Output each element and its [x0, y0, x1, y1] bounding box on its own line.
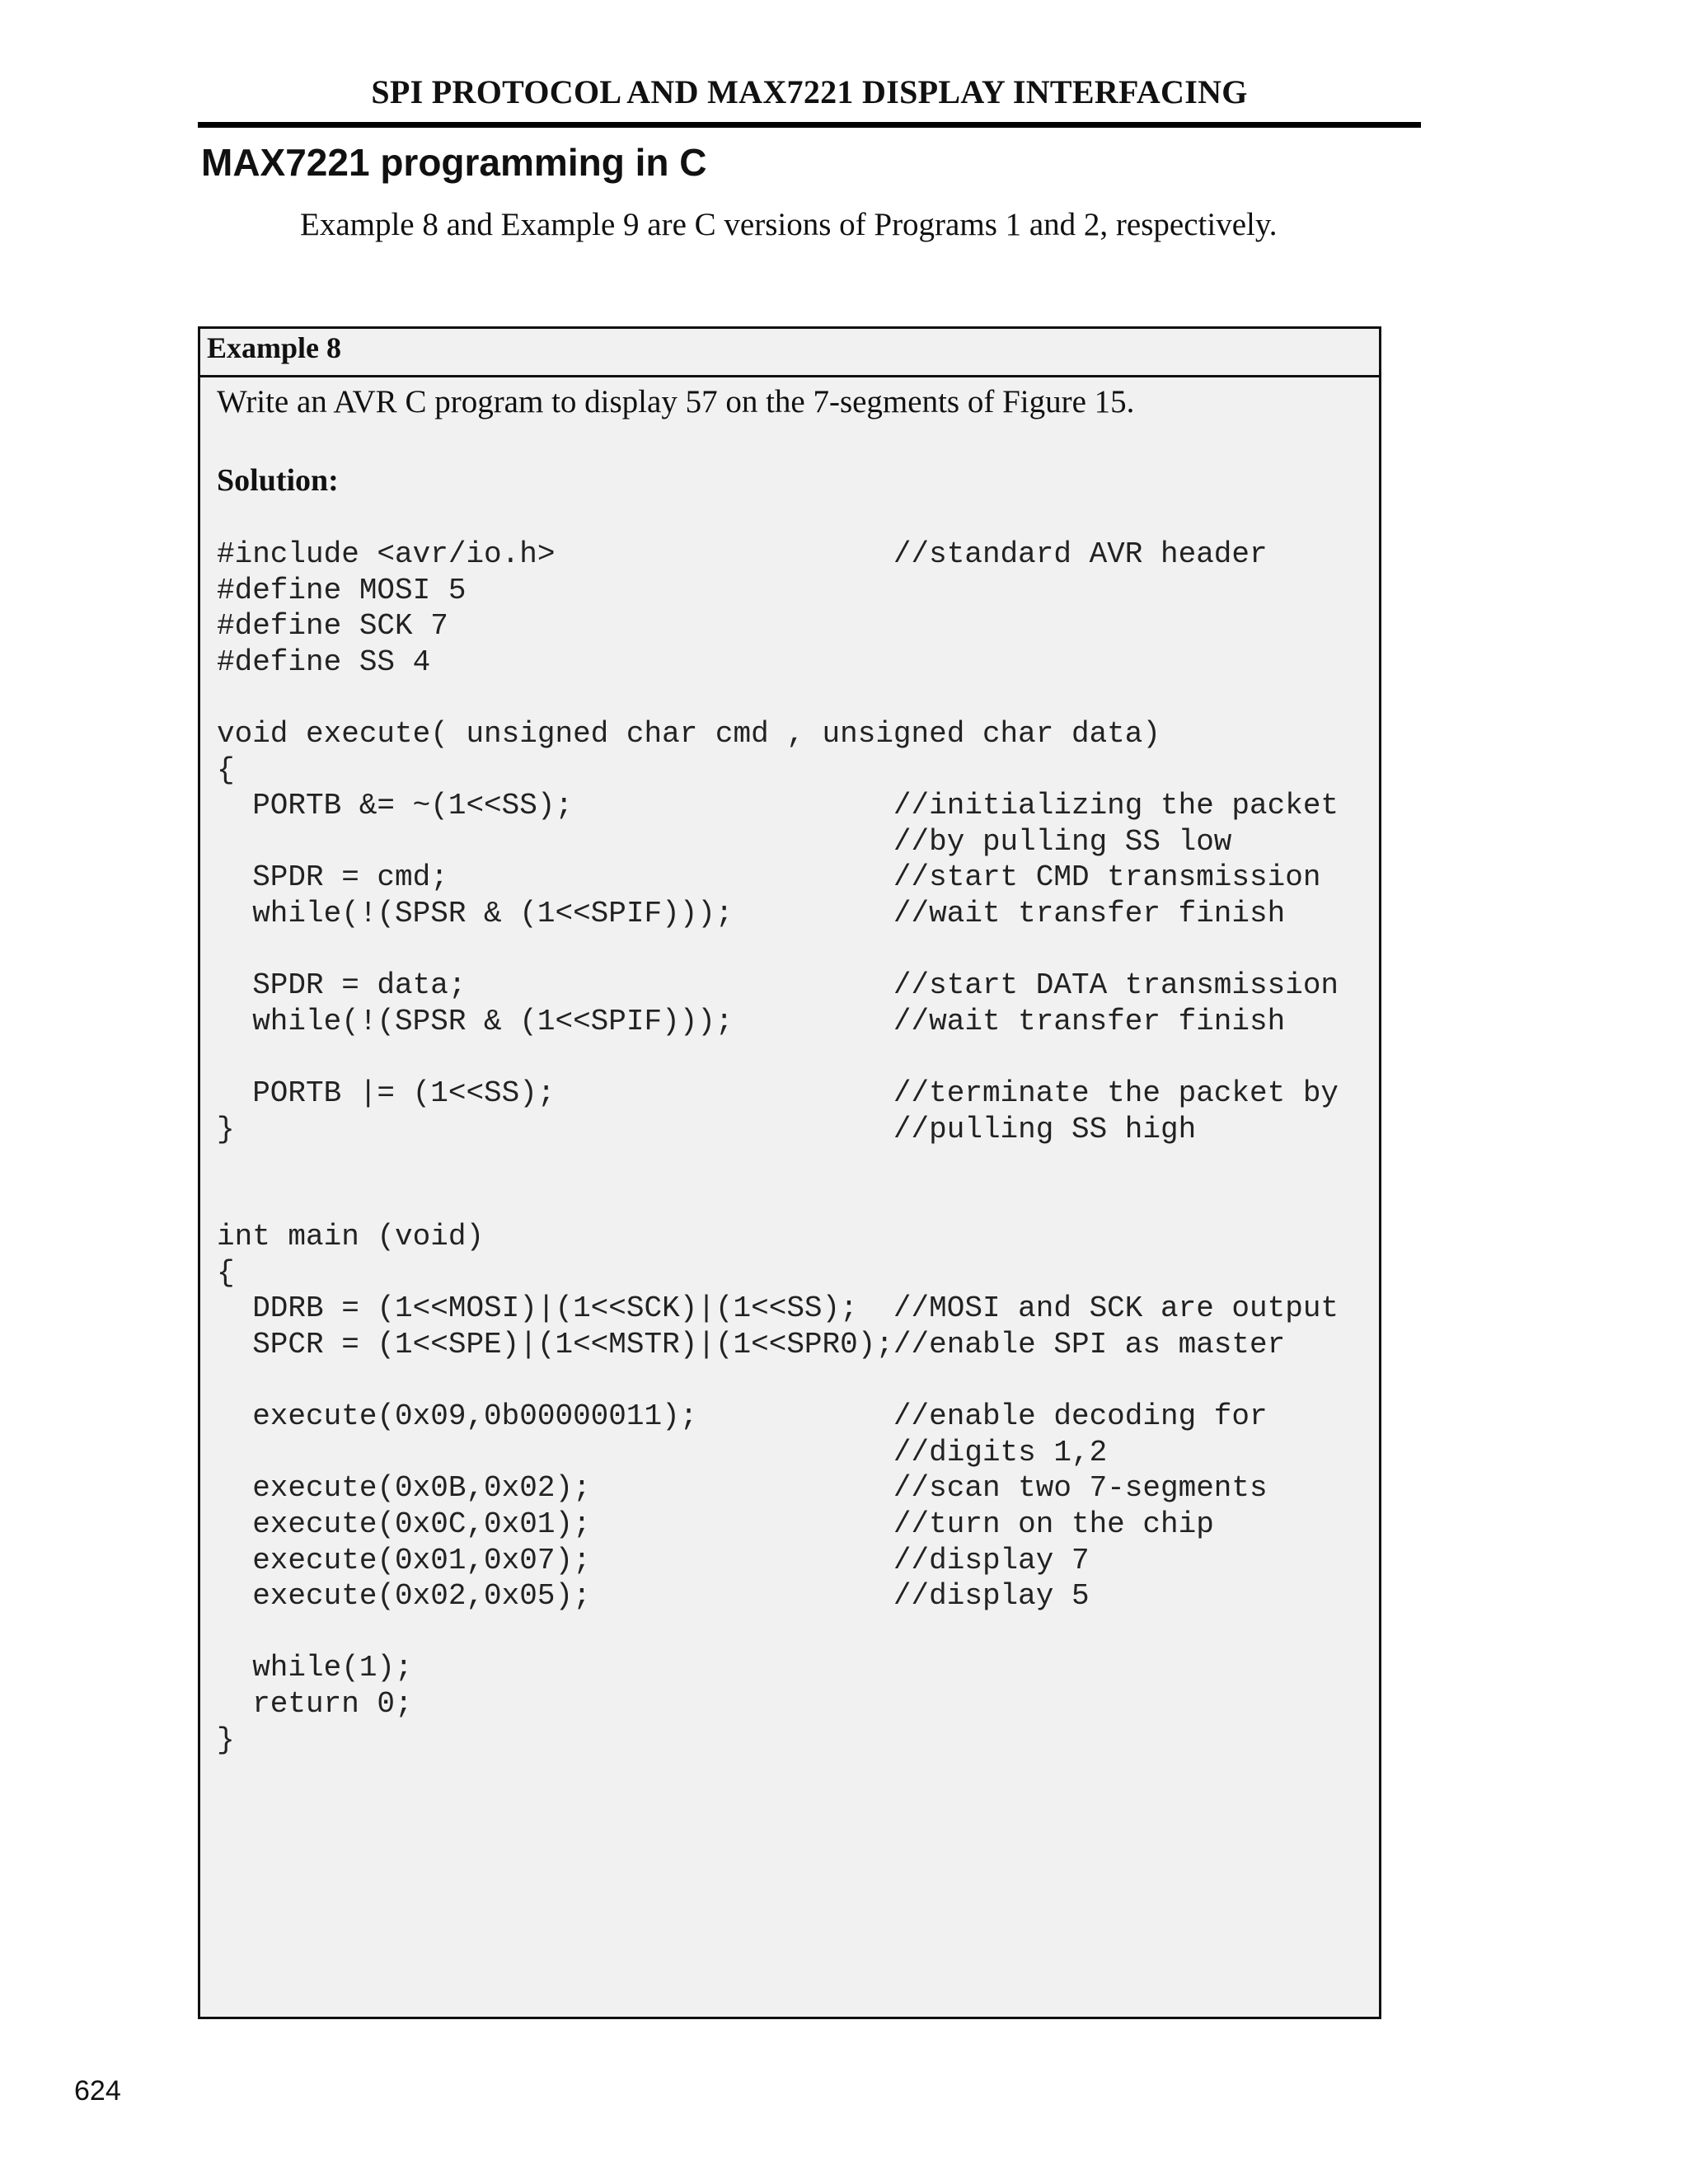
running-head: SPI PROTOCOL AND MAX7221 DISPLAY INTERFACING: [371, 73, 1248, 110]
problem-statement: Write an AVR C program to display 57 on the 7-segments of Figure 15.: [217, 384, 1135, 419]
code-listing: #include <avr/io.h> //standard AVR header #define MOSI 5 #define SCK 7 #define SS 4 void execute( unsigned char cmd , unsigned char data) { PORTB &= ~(1<<SS); //initializing the packet //by pulling SS low SPDR = cmd; //start CMD transmission while(!(SPSR & (1<<SPIF))); //wait transfer finish SPDR = data; //start DATA transmission while(!(SPSR & (1<<SPIF))); //wait transfer finish PORTB |= (1<<SS); //terminate the packet by } //pulling SS high int main (void) { DDRB = (1<<MOSI)|(1<<SCK)|(1<<SS); //MOSI and SCK are output SPCR = (1<<SPE)|(1<<MSTR)|(1<<SPR0);//enable SPI as master execute(0x09,0b00000011); //enable decoding for //digits 1,2 execute(0x0B,0x02); //scan two 7-segments execute(0x0C,0x01); //turn on the chip execute(0x01,0x07); //display 7 execute(0x02,0x05); //display 5 while(1); return 0; }: [217, 537, 1339, 1757]
solution-label: Solution:: [217, 463, 339, 498]
example-label: Example 8: [207, 331, 342, 364]
intro-paragraph: Example 8 and Example 9 are C versions of Programs 1 and 2, respectively.: [300, 207, 1278, 242]
section-title: MAX7221 programming in C: [201, 141, 707, 184]
example-box: [198, 326, 1381, 2019]
header-rule: [198, 122, 1421, 128]
page-number: 624: [74, 2075, 121, 2107]
example-header: [200, 329, 1379, 377]
